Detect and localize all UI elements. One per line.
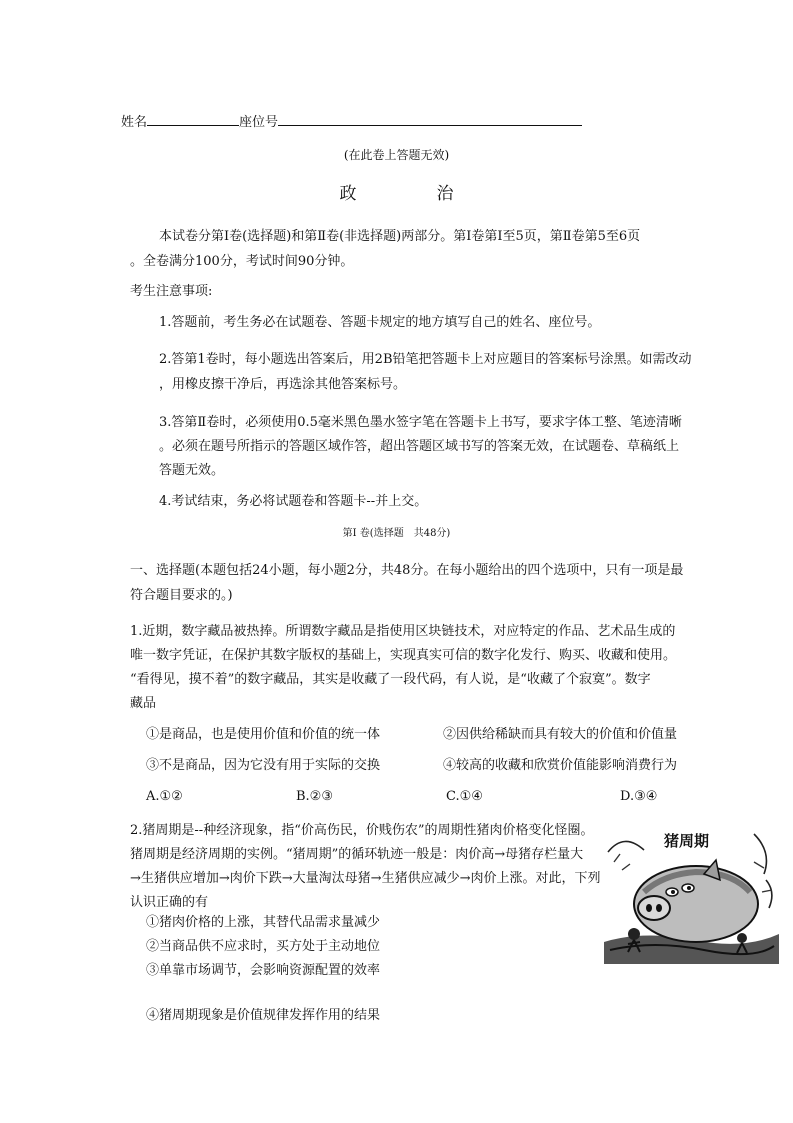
name-field[interactable] [147, 112, 239, 126]
q1-line-4: 藏品 [130, 696, 157, 711]
intro-line-2: 。全卷满分100分，考试时间90分钟。 [130, 254, 354, 269]
q1-choice-a[interactable]: A.①② [146, 789, 183, 804]
section-intro-line-1: 一、选择题(本题包括24小题，每小题2分，共48分。在每小题给出的四个选项中，只有一项是最 [130, 563, 684, 578]
q2-statement-2: ②当商品供不应求时，买方处于主动地位 [146, 939, 381, 954]
note-2-line-2: ，用橡皮擦干净后，再选涂其他答案标号。 [159, 377, 407, 392]
note-4: 4.考试结束，务必将试题卷和答题卡--并上交。 [159, 494, 428, 509]
seat-field[interactable] [278, 112, 582, 126]
seat-label: 座位号 [239, 115, 279, 130]
intro-line-1: 本试卷分第Ⅰ卷(选择题)和第Ⅱ卷(非选择题)两部分。第Ⅰ卷第Ⅰ至5页，第Ⅱ卷第5至6页 [159, 229, 641, 244]
q1-statement-3: ③不是商品，因为它没有用于实际的交换 [146, 758, 381, 773]
q2-line-1: 2.猪周期是--种经济现象，指“价高伤民，价贱伤农”的周期性猪肉价格变化怪圈。 [130, 823, 594, 838]
q2-statement-1: ①猪肉价格的上涨，其替代品需求量减少 [146, 915, 381, 930]
section-intro-line-2: 符合题目要求的。) [130, 588, 233, 603]
page-title [0, 184, 793, 206]
note-3-line-3: 答题无效。 [159, 463, 225, 478]
q1-choice-c[interactable]: C.①④ [446, 789, 483, 804]
note-3-line-2: 。必须在题号所指示的答题区域作答，超出答题区域书写的答案无效，在试题卷、草稿纸上 [159, 439, 680, 454]
q1-statement-4: ④较高的收藏和欣赏价值能影响消费行为 [443, 758, 678, 773]
q1-line-2: 唯一数字凭证，在保护其数字版权的基础上，实现真实可信的数字化发行、购买、收藏和使用。 [130, 648, 677, 663]
cartoon-title: 猪周期 [664, 832, 710, 850]
note-1: 1.答题前，考生务必在试题卷、答题卡规定的地方填写自己的姓名、座位号。 [159, 315, 601, 330]
invalid-notice: (在此卷上答题无效) [343, 148, 450, 162]
pig-cycle-cartoon [604, 822, 779, 964]
q2-line-4: 认识正确的有 [130, 895, 209, 910]
section-title: 第Ⅰ 卷(选择题 共48分) [342, 528, 451, 539]
q1-choice-b[interactable]: B.②③ [296, 789, 333, 804]
note-2-line-1: 2.答第1卷时，每小题选出答案后，用2B铅笔把答题卡上对应题目的答案标号涂黑。如需改动 [159, 352, 692, 367]
q1-choice-d[interactable]: D.③④ [620, 789, 658, 804]
title-char-1: 政 [339, 184, 357, 204]
q1-statement-1: ①是商品，也是使用价值和价值的统一体 [146, 727, 381, 742]
name-seat-line [121, 112, 582, 131]
q2-line-2: 猪周期是经济周期的实例。“猪周期”的循环轨迹一般是：肉价高→母猪存栏量大 [130, 847, 584, 862]
q1-statement-2: ②因供给稀缺而具有较大的价值和价值量 [443, 727, 678, 742]
q1-line-3: “看得见，摸不着”的数字藏品，其实是收藏了一段代码，有人说，是“收藏了个寂寞”。数字 [130, 672, 651, 687]
q2-statement-4: ④猪周期现象是价值规律发挥作用的结果 [146, 1008, 381, 1023]
q1-line-1: 1.近期，数字藏品被热捧。所谓数字藏品是指使用区块链技术，对应特定的作品、艺术品生成的 [130, 624, 676, 639]
q2-line-3: →生猪供应增加→肉价下跌→大量淘汰母猪→生猪供应减少→肉价上涨。对此，下列 [130, 871, 601, 886]
title-char-2: 治 [436, 184, 454, 204]
q2-statement-3: ③单靠市场调节，会影响资源配置的效率 [146, 963, 381, 978]
name-label: 姓名 [121, 115, 148, 130]
note-3-line-1: 3.答第Ⅱ卷时，必须使用0.5毫米黑色墨水签字笔在答题卡上书写，要求字体工整、笔迹清晰 [159, 415, 682, 430]
notes-heading: 考生注意事项: [130, 284, 213, 299]
